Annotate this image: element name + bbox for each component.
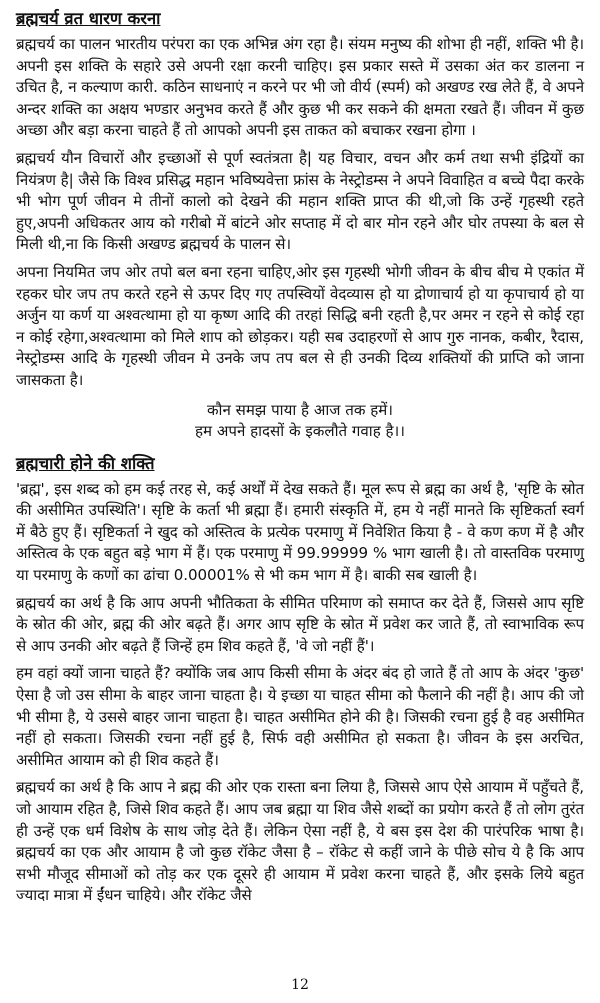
paragraph: अपना नियमित जप ओर तपो बल बना रहना चाहिए,ओर इस गृहस्थी भोगी जीवन के बीच बीच मे एकांत में रहकर घोर जप तप करते रहने से ऊपर दिए गए तपस्वियों वेदव्यास हो या द्रोणाचार्य हो या कृपाचार्य हो या अर्जुन या कर्ण या अश्वत्थामा हो या कृष्ण आदि की तरहां सिद्धि बनी रहती है,पर अमर न रहने से कोई रहा न कोई रहेगा,अश्वत्थामा को मिले शाप को छोड़कर। यही सब उदाहरणों से आप गुरु नानक, कबीर, रैदास, नेस्ट्रोडम्स आदि के गृहस्थी जीवन मे उनके जप तप बल से ही उनकी दिव्य शक्तियों की प्राप्ति को जाना जासकता है। [16, 262, 584, 389]
paragraph: ब्रह्मचर्य का अर्थ है कि आप अपनी भौतिकता के सीमित परिमाण को समाप्त कर देते हैं, जिससे आप सृष्टि के स्रोत की ओर, ब्रह्म की ओर बढ़ते हैं। अगर आप सृष्टि के स्रोत में प्रवेश कर जाते हैं, तो स्वाभाविक रूप से आप उनकी ओर बढ़ते हैं जिन्हें हम शिव कहते हैं, 'वे जो नहीं हैं'। [16, 593, 584, 655]
couplet-line: कौन समझ पाया है आज तक हमें। [206, 400, 394, 419]
section-heading-brahmacharya-vrat: ब्रह्मचर्य व्रत धारण करना [16, 9, 161, 28]
page-number: 12 [291, 977, 309, 993]
paragraph: 'ब्रह्म', इस शब्द को हम कई तरह से, कई अर्थों में देख सकते हैं। मूल रूप से ब्रह्म का अर्थ है, 'सृष्टि के स्रोत की असीमित उपस्थिति'। सृष्टि के कर्ता भी ब्रह्मा हैं। हमारी संस्कृति में, हम ये नहीं मानते कि सृष्टिकर्ता स्वर्ग में बैठे हुए हैं। सृष्टिकर्ता ने खुद को अस्तित्व के प्रत्येक परमाणु में निवेशित किया है - वे कण कण में है और अस्तित्व के एक बहुत बड़े भाग में हैं। एक परमाणु में 99.99999 % भाग खाली है। तो वास्तविक परमाणु या परमाणु के कणों का ढांचा 0.00001% से भी कम भाग में है। बाकी सब खाली है। [16, 479, 584, 585]
paragraph: ब्रह्मचर्य यौन विचारों और इच्छाओं से पूर्ण स्वतंत्रता है| यह विचार, वचन और कर्म तथा सभी इंद्रियों का नियंत्रण है| जैसे कि विश्व प्रसिद्ध महान भविष्यवेत्ता फ्रांस के नेस्ट्रोडम्स ने अपने विवाहित व बच्चे पैदा करके भी भोग पूर्ण जीवन मे तीनों कालो को देखने की महान शक्ति प्राप्त की थी,जो कि उन्हें गृहस्थी रहते हुए,अपनी अधिकतर आय को गरीबो में बांटने ओर सप्ताह में दो बार मोन रहने और घोर तपस्या के बल से मिली थी,ना कि किसी अखण्ड ब्रह्मचर्य के पालन से। [16, 148, 584, 254]
couplet-line: हम अपने हादसों के इकलौते गवाह है।। [195, 422, 405, 441]
section-heading-brahmachari-shakti: ब्रह्मचारी होने की शक्ति [16, 453, 155, 473]
paragraph: ब्रह्मचर्य का अर्थ है कि आप ने ब्रह्म की ओर एक रास्ता बना लिया है, जिससे आप ऐसे आयाम में पहुँचते हैं, जो आयाम रहित है, जिसे शिव कहते हैं। आप जब ब्रह्मा या शिव जैसे शब्दों का प्रयोग करते हैं तो लोग तुरंत ही उन्हें एक धर्म विशेष के साथ जोड़ देते हैं। लेकिन ऐसा नहीं है, ये बस इस देश की पारंपरिक भाषा है। ब्रह्मचर्य का एक और आयाम है जो कुछ रॉकेट जैसा है – रॉकेट से कहीं जाने के पीछे सोच ये है कि आप सभी मौजूद सीमाओं को तोड़ कर एक दूसरे ही आयाम में प्रवेश करना चाहते हैं, और इसके लिये बहुत ज्यादा मात्रा में ईंधन चाहिये। और रॉकेट जैसे [16, 778, 584, 905]
paragraph: हम वहां क्यों जाना चाहते हैं? क्योंकि जब आप किसी सीमा के अंदर बंद हो जाते हैं तो आप के अंदर 'कुछ' ऐसा है जो उस सीमा के बाहर जाना चाहता है। ये इच्छा या चाहत सीमा को फैलाने की नहीं है। आप की जो भी सीमा है, ये उससे बाहर जाना चाहता है। चाहत असीमित होने की है। जिसकी रचना हुई है वह असीमित नहीं हो सकता। जिसकी रचना नहीं हुई है, सिर्फ वही असीमित हो सकता है। जीवन के इस अरचित, असीमित आयाम को ही शिव कहते हैं। [16, 664, 584, 769]
couplet [16, 400, 584, 443]
paragraph: ब्रह्मचर्य का पालन भारतीय परंपरा का एक अभिन्न अंग रहा है। संयम मनुष्य की शोभा ही नहीं, शक्ति भी है। अपनी इस शक्ति के सहारे उसे अपनी रक्षा करनी चाहिए। इस प्रकार सस्ते में उसका अंत कर डालना न उचित है, न कल्याण कारी. कठिन साधनाएं न करने पर भी जो वीर्य (स्पर्म) को अखण्ड रख लेते हैं, वे अपने अन्दर शक्ति का अक्षय भण्डार अनुभव करते हैं और कुछ भी कर सकने की क्षमता रखते हैं। जीवन में कुछ अच्छा और बड़ा करना चाहते हैं तो आपको अपनी इस ताकत को बचाकर रखना होगा । [16, 35, 584, 140]
